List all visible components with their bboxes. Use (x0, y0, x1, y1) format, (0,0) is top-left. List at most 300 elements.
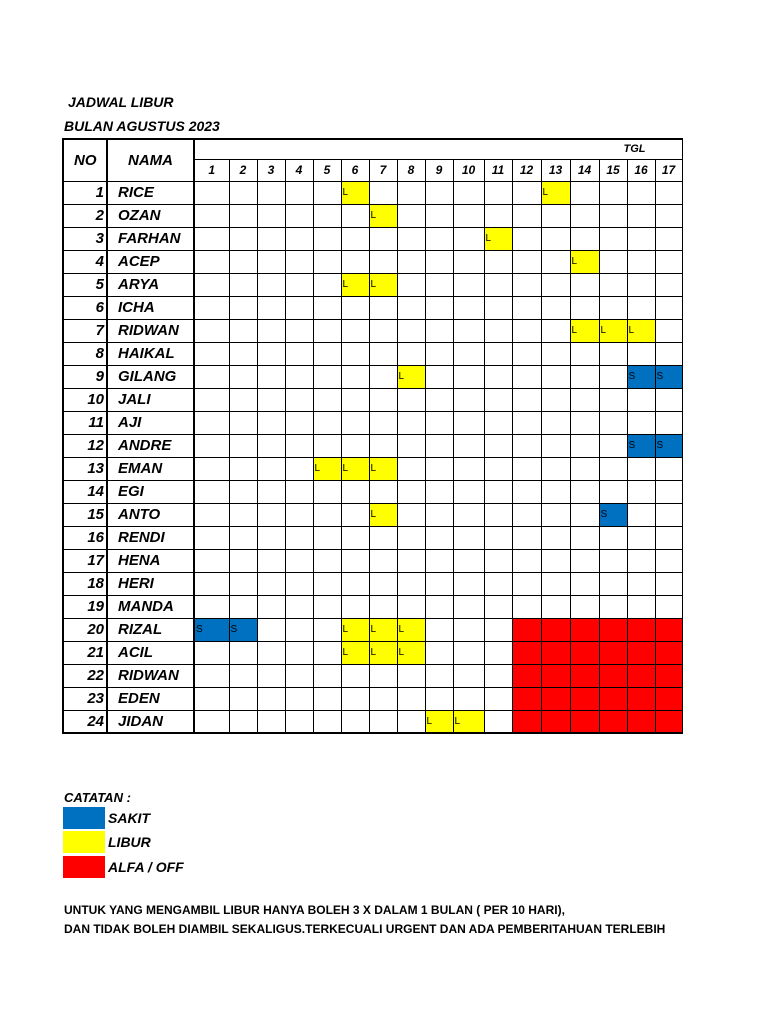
day-cell[interactable] (570, 434, 599, 457)
day-cell[interactable] (397, 181, 425, 204)
day-cell[interactable] (453, 434, 484, 457)
day-cell[interactable] (570, 549, 599, 572)
day-cell[interactable] (484, 319, 512, 342)
day-cell[interactable] (425, 595, 453, 618)
day-cell[interactable] (194, 273, 229, 296)
day-cell[interactable] (257, 549, 285, 572)
day-cell[interactable] (397, 687, 425, 710)
day-cell[interactable] (229, 595, 257, 618)
day-cell[interactable] (655, 204, 682, 227)
day-cell[interactable] (194, 434, 229, 457)
day-cell[interactable] (425, 181, 453, 204)
day-cell[interactable] (655, 664, 682, 687)
day-cell[interactable]: L (570, 250, 599, 273)
day-cell[interactable] (570, 664, 599, 687)
day-cell[interactable] (599, 411, 627, 434)
day-cell[interactable] (512, 388, 541, 411)
day-cell[interactable] (194, 296, 229, 319)
day-cell[interactable] (453, 227, 484, 250)
day-cell[interactable] (541, 411, 570, 434)
day-cell[interactable]: L (425, 710, 453, 733)
day-cell[interactable] (257, 296, 285, 319)
day-cell[interactable] (285, 526, 313, 549)
day-cell[interactable] (194, 227, 229, 250)
day-cell[interactable] (541, 319, 570, 342)
day-cell[interactable]: S (655, 365, 682, 388)
day-cell[interactable] (484, 595, 512, 618)
day-cell[interactable] (369, 434, 397, 457)
day-cell[interactable] (425, 250, 453, 273)
day-cell[interactable] (369, 687, 397, 710)
day-cell[interactable] (313, 296, 341, 319)
day-cell[interactable] (285, 342, 313, 365)
day-cell[interactable] (425, 641, 453, 664)
day-cell[interactable] (570, 273, 599, 296)
day-cell[interactable] (369, 572, 397, 595)
day-cell[interactable] (397, 595, 425, 618)
day-cell[interactable] (512, 480, 541, 503)
day-cell[interactable] (484, 388, 512, 411)
day-cell[interactable] (541, 204, 570, 227)
day-cell[interactable] (655, 572, 682, 595)
day-cell[interactable] (484, 526, 512, 549)
day-cell[interactable] (285, 181, 313, 204)
day-cell[interactable] (425, 664, 453, 687)
day-cell[interactable] (369, 296, 397, 319)
day-cell[interactable] (655, 549, 682, 572)
day-cell[interactable] (229, 526, 257, 549)
day-cell[interactable] (599, 342, 627, 365)
day-cell[interactable] (194, 595, 229, 618)
day-cell[interactable]: S (229, 618, 257, 641)
day-cell[interactable] (599, 572, 627, 595)
day-cell[interactable] (313, 480, 341, 503)
day-cell[interactable] (194, 388, 229, 411)
day-cell[interactable]: L (397, 618, 425, 641)
day-cell[interactable] (257, 572, 285, 595)
day-cell[interactable] (194, 641, 229, 664)
day-cell[interactable] (285, 572, 313, 595)
day-cell[interactable] (599, 549, 627, 572)
day-cell[interactable] (599, 273, 627, 296)
day-cell[interactable] (655, 319, 682, 342)
day-cell[interactable] (313, 365, 341, 388)
day-cell[interactable] (627, 181, 655, 204)
day-cell[interactable] (453, 664, 484, 687)
day-cell[interactable] (570, 388, 599, 411)
day-cell[interactable] (541, 434, 570, 457)
day-cell[interactable] (512, 526, 541, 549)
day-cell[interactable] (341, 388, 369, 411)
day-cell[interactable] (599, 480, 627, 503)
day-cell[interactable] (627, 710, 655, 733)
day-cell[interactable] (541, 296, 570, 319)
day-cell[interactable] (484, 618, 512, 641)
day-cell[interactable] (570, 503, 599, 526)
day-cell[interactable] (397, 664, 425, 687)
day-cell[interactable] (313, 411, 341, 434)
day-cell[interactable] (257, 365, 285, 388)
day-cell[interactable] (313, 664, 341, 687)
day-cell[interactable] (257, 595, 285, 618)
day-cell[interactable] (341, 503, 369, 526)
day-cell[interactable] (257, 227, 285, 250)
day-cell[interactable] (512, 664, 541, 687)
day-cell[interactable] (229, 434, 257, 457)
day-cell[interactable] (599, 457, 627, 480)
day-cell[interactable] (397, 342, 425, 365)
day-cell[interactable] (397, 204, 425, 227)
day-cell[interactable] (194, 549, 229, 572)
day-cell[interactable] (541, 664, 570, 687)
day-cell[interactable]: L (541, 181, 570, 204)
day-cell[interactable] (425, 204, 453, 227)
day-cell[interactable] (369, 595, 397, 618)
day-cell[interactable]: L (484, 227, 512, 250)
day-cell[interactable] (257, 250, 285, 273)
day-cell[interactable] (541, 480, 570, 503)
day-cell[interactable] (369, 549, 397, 572)
day-cell[interactable] (541, 342, 570, 365)
day-cell[interactable] (570, 342, 599, 365)
day-cell[interactable] (397, 319, 425, 342)
day-cell[interactable] (655, 388, 682, 411)
day-cell[interactable] (229, 388, 257, 411)
day-cell[interactable] (627, 388, 655, 411)
day-cell[interactable] (285, 204, 313, 227)
day-cell[interactable] (397, 480, 425, 503)
day-cell[interactable] (313, 549, 341, 572)
day-cell[interactable] (484, 664, 512, 687)
day-cell[interactable] (285, 319, 313, 342)
day-cell[interactable] (285, 434, 313, 457)
day-cell[interactable] (257, 618, 285, 641)
day-cell[interactable] (570, 204, 599, 227)
day-cell[interactable] (229, 457, 257, 480)
day-cell[interactable] (369, 319, 397, 342)
day-cell[interactable] (341, 204, 369, 227)
day-cell[interactable] (627, 457, 655, 480)
day-cell[interactable] (229, 572, 257, 595)
day-cell[interactable] (285, 641, 313, 664)
day-cell[interactable] (341, 250, 369, 273)
day-cell[interactable] (599, 526, 627, 549)
day-cell[interactable] (341, 710, 369, 733)
day-cell[interactable] (655, 457, 682, 480)
day-cell[interactable] (285, 549, 313, 572)
day-cell[interactable] (541, 595, 570, 618)
day-cell[interactable] (655, 273, 682, 296)
day-cell[interactable] (369, 664, 397, 687)
day-cell[interactable] (369, 365, 397, 388)
day-cell[interactable]: L (599, 319, 627, 342)
day-cell[interactable] (369, 250, 397, 273)
day-cell[interactable]: L (341, 618, 369, 641)
day-cell[interactable] (397, 457, 425, 480)
day-cell[interactable] (425, 342, 453, 365)
day-cell[interactable] (453, 687, 484, 710)
day-cell[interactable] (541, 365, 570, 388)
day-cell[interactable] (229, 204, 257, 227)
day-cell[interactable] (453, 273, 484, 296)
day-cell[interactable] (369, 480, 397, 503)
day-cell[interactable] (194, 710, 229, 733)
day-cell[interactable] (425, 227, 453, 250)
day-cell[interactable] (313, 687, 341, 710)
day-cell[interactable] (313, 388, 341, 411)
day-cell[interactable] (285, 457, 313, 480)
day-cell[interactable]: L (369, 618, 397, 641)
day-cell[interactable] (453, 595, 484, 618)
day-cell[interactable]: L (341, 641, 369, 664)
day-cell[interactable] (512, 227, 541, 250)
day-cell[interactable] (453, 549, 484, 572)
day-cell[interactable] (541, 687, 570, 710)
day-cell[interactable] (194, 687, 229, 710)
day-cell[interactable] (341, 342, 369, 365)
day-cell[interactable] (599, 641, 627, 664)
day-cell[interactable] (194, 204, 229, 227)
day-cell[interactable] (369, 342, 397, 365)
day-cell[interactable] (570, 526, 599, 549)
day-cell[interactable] (313, 227, 341, 250)
day-cell[interactable] (484, 365, 512, 388)
day-cell[interactable] (627, 641, 655, 664)
day-cell[interactable] (341, 434, 369, 457)
day-cell[interactable] (425, 526, 453, 549)
day-cell[interactable] (512, 687, 541, 710)
day-cell[interactable] (313, 503, 341, 526)
day-cell[interactable] (229, 480, 257, 503)
day-cell[interactable] (313, 342, 341, 365)
day-cell[interactable] (229, 549, 257, 572)
day-cell[interactable] (627, 503, 655, 526)
day-cell[interactable] (229, 365, 257, 388)
day-cell[interactable]: L (313, 457, 341, 480)
day-cell[interactable] (599, 434, 627, 457)
day-cell[interactable] (194, 526, 229, 549)
day-cell[interactable] (627, 618, 655, 641)
day-cell[interactable] (655, 342, 682, 365)
day-cell[interactable] (285, 595, 313, 618)
day-cell[interactable] (285, 411, 313, 434)
day-cell[interactable] (570, 595, 599, 618)
day-cell[interactable] (512, 204, 541, 227)
day-cell[interactable] (541, 710, 570, 733)
day-cell[interactable] (655, 480, 682, 503)
day-cell[interactable] (257, 526, 285, 549)
day-cell[interactable] (627, 664, 655, 687)
day-cell[interactable] (599, 664, 627, 687)
day-cell[interactable] (397, 526, 425, 549)
day-cell[interactable] (285, 273, 313, 296)
day-cell[interactable] (397, 227, 425, 250)
day-cell[interactable]: L (570, 319, 599, 342)
day-cell[interactable] (341, 526, 369, 549)
day-cell[interactable] (285, 388, 313, 411)
day-cell[interactable] (627, 549, 655, 572)
day-cell[interactable] (313, 204, 341, 227)
day-cell[interactable] (397, 411, 425, 434)
day-cell[interactable] (397, 250, 425, 273)
day-cell[interactable] (570, 618, 599, 641)
day-cell[interactable] (453, 641, 484, 664)
day-cell[interactable] (194, 365, 229, 388)
day-cell[interactable] (285, 365, 313, 388)
day-cell[interactable] (627, 411, 655, 434)
day-cell[interactable] (453, 457, 484, 480)
day-cell[interactable]: L (341, 273, 369, 296)
day-cell[interactable] (397, 572, 425, 595)
day-cell[interactable] (313, 526, 341, 549)
day-cell[interactable] (512, 641, 541, 664)
day-cell[interactable] (512, 342, 541, 365)
day-cell[interactable]: L (453, 710, 484, 733)
day-cell[interactable] (599, 250, 627, 273)
day-cell[interactable] (570, 687, 599, 710)
day-cell[interactable] (484, 342, 512, 365)
day-cell[interactable] (512, 319, 541, 342)
day-cell[interactable] (512, 411, 541, 434)
day-cell[interactable] (541, 388, 570, 411)
day-cell[interactable] (541, 572, 570, 595)
day-cell[interactable] (229, 641, 257, 664)
day-cell[interactable] (397, 710, 425, 733)
day-cell[interactable] (599, 365, 627, 388)
day-cell[interactable] (453, 480, 484, 503)
day-cell[interactable] (194, 664, 229, 687)
day-cell[interactable] (512, 710, 541, 733)
day-cell[interactable] (397, 273, 425, 296)
day-cell[interactable] (257, 273, 285, 296)
day-cell[interactable] (570, 296, 599, 319)
day-cell[interactable] (194, 411, 229, 434)
day-cell[interactable] (341, 411, 369, 434)
day-cell[interactable] (397, 503, 425, 526)
day-cell[interactable] (313, 641, 341, 664)
day-cell[interactable] (425, 549, 453, 572)
day-cell[interactable] (453, 618, 484, 641)
day-cell[interactable]: L (397, 641, 425, 664)
day-cell[interactable] (655, 618, 682, 641)
day-cell[interactable] (655, 595, 682, 618)
day-cell[interactable] (541, 457, 570, 480)
day-cell[interactable] (229, 710, 257, 733)
day-cell[interactable]: S (627, 365, 655, 388)
day-cell[interactable] (194, 250, 229, 273)
day-cell[interactable] (229, 411, 257, 434)
day-cell[interactable] (570, 365, 599, 388)
day-cell[interactable] (484, 296, 512, 319)
day-cell[interactable] (229, 664, 257, 687)
day-cell[interactable] (627, 273, 655, 296)
day-cell[interactable] (229, 342, 257, 365)
day-cell[interactable] (570, 457, 599, 480)
day-cell[interactable] (453, 365, 484, 388)
day-cell[interactable] (541, 227, 570, 250)
day-cell[interactable] (257, 664, 285, 687)
day-cell[interactable] (453, 204, 484, 227)
day-cell[interactable] (257, 434, 285, 457)
day-cell[interactable] (313, 710, 341, 733)
day-cell[interactable]: L (369, 641, 397, 664)
day-cell[interactable] (541, 250, 570, 273)
day-cell[interactable] (599, 595, 627, 618)
day-cell[interactable] (541, 549, 570, 572)
day-cell[interactable] (397, 296, 425, 319)
day-cell[interactable] (341, 664, 369, 687)
day-cell[interactable] (484, 687, 512, 710)
day-cell[interactable] (369, 181, 397, 204)
day-cell[interactable] (425, 503, 453, 526)
day-cell[interactable] (453, 296, 484, 319)
day-cell[interactable] (453, 250, 484, 273)
day-cell[interactable] (425, 296, 453, 319)
day-cell[interactable] (512, 250, 541, 273)
day-cell[interactable] (484, 273, 512, 296)
day-cell[interactable] (541, 526, 570, 549)
day-cell[interactable]: S (599, 503, 627, 526)
day-cell[interactable] (627, 480, 655, 503)
day-cell[interactable] (229, 250, 257, 273)
day-cell[interactable] (627, 227, 655, 250)
day-cell[interactable] (512, 273, 541, 296)
day-cell[interactable] (484, 549, 512, 572)
day-cell[interactable] (655, 296, 682, 319)
day-cell[interactable] (257, 388, 285, 411)
day-cell[interactable] (425, 365, 453, 388)
day-cell[interactable] (285, 618, 313, 641)
day-cell[interactable] (257, 204, 285, 227)
day-cell[interactable] (341, 319, 369, 342)
day-cell[interactable] (453, 319, 484, 342)
day-cell[interactable] (599, 618, 627, 641)
day-cell[interactable] (570, 411, 599, 434)
day-cell[interactable] (655, 710, 682, 733)
day-cell[interactable] (257, 480, 285, 503)
day-cell[interactable] (257, 342, 285, 365)
day-cell[interactable] (570, 710, 599, 733)
day-cell[interactable] (570, 181, 599, 204)
day-cell[interactable] (599, 388, 627, 411)
day-cell[interactable] (512, 296, 541, 319)
day-cell[interactable] (512, 595, 541, 618)
day-cell[interactable] (627, 572, 655, 595)
day-cell[interactable] (257, 710, 285, 733)
day-cell[interactable] (285, 250, 313, 273)
day-cell[interactable]: L (397, 365, 425, 388)
day-cell[interactable] (369, 526, 397, 549)
day-cell[interactable] (599, 687, 627, 710)
day-cell[interactable] (285, 296, 313, 319)
day-cell[interactable] (313, 250, 341, 273)
day-cell[interactable] (484, 411, 512, 434)
day-cell[interactable] (655, 526, 682, 549)
day-cell[interactable] (341, 549, 369, 572)
day-cell[interactable] (397, 549, 425, 572)
day-cell[interactable]: L (341, 181, 369, 204)
day-cell[interactable] (285, 664, 313, 687)
day-cell[interactable] (285, 687, 313, 710)
day-cell[interactable] (194, 342, 229, 365)
day-cell[interactable] (425, 434, 453, 457)
day-cell[interactable]: S (627, 434, 655, 457)
day-cell[interactable] (453, 342, 484, 365)
day-cell[interactable] (655, 503, 682, 526)
day-cell[interactable] (484, 250, 512, 273)
day-cell[interactable] (313, 434, 341, 457)
day-cell[interactable] (599, 710, 627, 733)
